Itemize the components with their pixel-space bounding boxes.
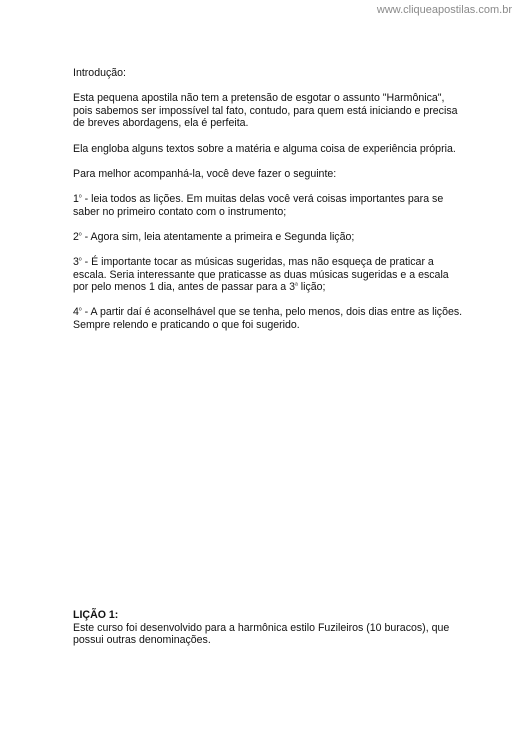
intro-paragraph-1: Esta pequena apostila não tem a pretensão de esgotar o assunto "Harmônica", pois sabemos ser impossível tal fato, contudo, para quem está iniciando e precisa de breves abordagens, ela é perfeita. — [73, 92, 458, 130]
lesson-title: LIÇÃO 1: — [73, 609, 119, 621]
step-4-ordinal: o — [78, 306, 82, 313]
intro-paragraph-3: Para melhor acompanhá-la, você deve fazer o seguinte: — [73, 167, 337, 180]
step-1-text: - leia todos as lições. Em muitas delas você verá coisas importantes para se saber no primeiro contato com o instrumento; — [73, 192, 444, 218]
step-3 — [73, 256, 463, 294]
step-1-number: 1 — [73, 192, 79, 205]
step-2-ordinal: o — [78, 231, 82, 238]
step-3-text: - É importante tocar as músicas sugeridas, mas não esqueça de praticar a escala. Seria interessante que praticasse as duas músicas sugeridas e a escala por pelo menos 1 dia, antes de passar para a 3 — [73, 255, 449, 294]
step-2 — [73, 231, 463, 244]
step-3-number: 3 — [73, 255, 79, 268]
step-2-text: - Agora sim, leia atentamente a primeira e Segunda lição; — [81, 230, 355, 243]
intro-heading: Introdução: — [73, 67, 127, 79]
step-3-ordinal: o — [78, 256, 82, 263]
lesson-section — [73, 609, 463, 647]
step-4-text: - A partir daí é aconselhável que se tenha, pelo menos, dois dias entre as lições. Sempre relendo e praticando o que foi sugerido. — [73, 306, 463, 331]
lesson-text: Este curso foi desenvolvido para a harmônica estilo Fuzileiros (10 buracos), que possui outras denominações. — [73, 621, 450, 647]
step-4-number: 4 — [73, 306, 79, 319]
step-4 — [73, 306, 463, 331]
step-2-number: 2 — [73, 230, 79, 243]
intro-paragraph-2: Ela engloba alguns textos sobre a matéria e alguma coisa de experiência própria. — [73, 142, 456, 155]
step-3-lesson-ordinal: a — [295, 281, 298, 288]
step-1 — [73, 193, 463, 218]
step-1-ordinal: o — [78, 193, 82, 200]
site-watermark: www.cliqueapostilas.com.br — [376, 4, 512, 16]
document-body — [73, 67, 463, 344]
step-3-text-end: lição; — [297, 281, 326, 294]
